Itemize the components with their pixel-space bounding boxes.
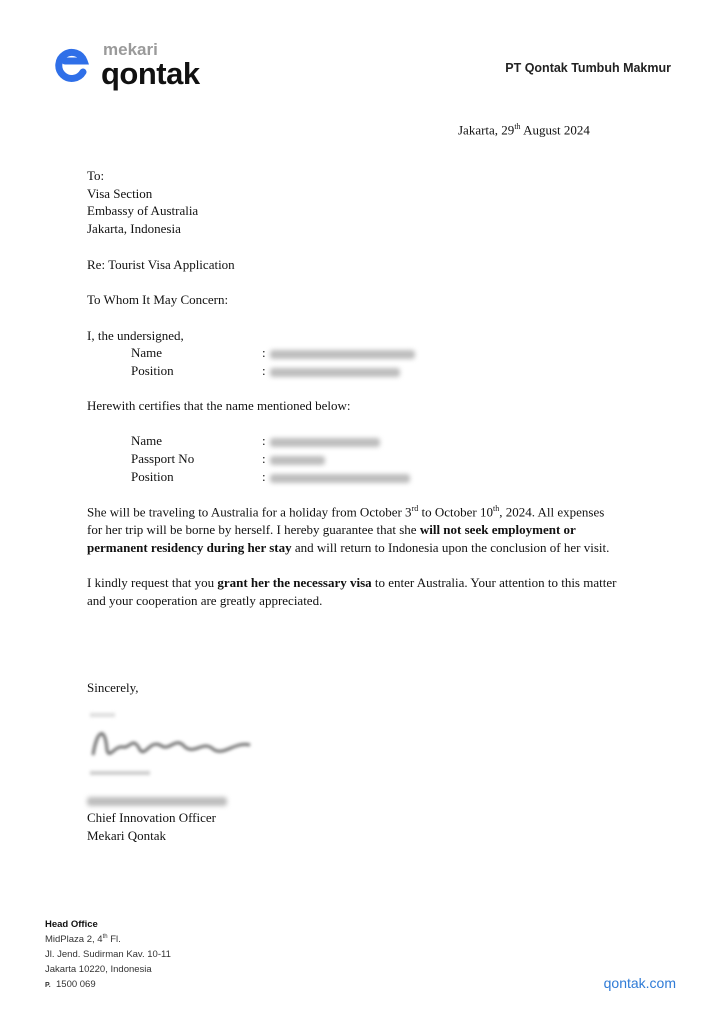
- signature-image: [85, 705, 260, 785]
- field-colon: :: [262, 345, 266, 360]
- signer-title: Chief Innovation Officer: [87, 810, 216, 825]
- footer-address: Jakarta 10220, Indonesia: [45, 964, 152, 975]
- field-colon: :: [262, 469, 266, 484]
- brand-qontak: qontak: [101, 56, 200, 91]
- footer-address: Jl. Jend. Sudirman Kav. 10-11: [45, 949, 171, 960]
- company-name: PT Qontak Tumbuh Makmur: [505, 61, 671, 75]
- redacted-name: [270, 350, 415, 359]
- redacted-position: [270, 368, 400, 377]
- qontak-logo-icon: [53, 46, 89, 82]
- recipient-line: Jakarta, Indonesia: [87, 221, 181, 236]
- paragraph-travel: for her trip will be borne by herself. I hereby guarantee that she will not seek employment or: [87, 522, 576, 537]
- footer-heading: Head Office: [45, 919, 98, 930]
- redacted-signer-name: [87, 797, 227, 806]
- brand-mekari: mekari: [103, 40, 158, 59]
- certifies-intro: Herewith certifies that the name mentioned below:: [87, 398, 351, 413]
- redacted-name: [270, 438, 380, 447]
- closing: Sincerely,: [87, 680, 139, 695]
- letter-date: Jakarta, 29th August 2024: [458, 122, 590, 138]
- salutation: To Whom It May Concern:: [87, 292, 229, 307]
- field-label: Name: [131, 433, 163, 448]
- field-colon: :: [262, 451, 266, 466]
- field-colon: :: [262, 363, 266, 378]
- recipient-line: Visa Section: [87, 186, 153, 201]
- field-label: Position: [131, 363, 174, 378]
- footer-address: MidPlaza 2, 4th Fl.: [45, 934, 121, 946]
- signer-company: Mekari Qontak: [87, 828, 167, 843]
- paragraph-request: and your cooperation are greatly appreciated.: [87, 593, 323, 608]
- paragraph-travel: permanent residency during her stay and will return to Indonesia upon the conclusion of her visit.: [87, 540, 610, 555]
- redacted-position: [270, 474, 410, 483]
- redacted-passport: [270, 456, 325, 465]
- undersigned-intro: I, the undersigned,: [87, 328, 184, 343]
- field-colon: :: [262, 433, 266, 448]
- recipient-line: To:: [87, 168, 105, 183]
- field-label: Passport No: [131, 451, 195, 466]
- website-link[interactable]: qontak.com: [603, 975, 676, 991]
- subject-line: Re: Tourist Visa Application: [87, 257, 235, 272]
- paragraph-travel: She will be traveling to Australia for a holiday from October 3rd to October 10th, 2024. All expenses: [87, 504, 605, 520]
- field-label: Name: [131, 345, 163, 360]
- paragraph-request: I kindly request that you grant her the necessary visa to enter Australia. Your attention to this matter: [87, 575, 617, 590]
- recipient-line: Embassy of Australia: [87, 203, 199, 218]
- field-label: Position: [131, 469, 174, 484]
- footer-phone: P. 1500 069: [45, 979, 96, 990]
